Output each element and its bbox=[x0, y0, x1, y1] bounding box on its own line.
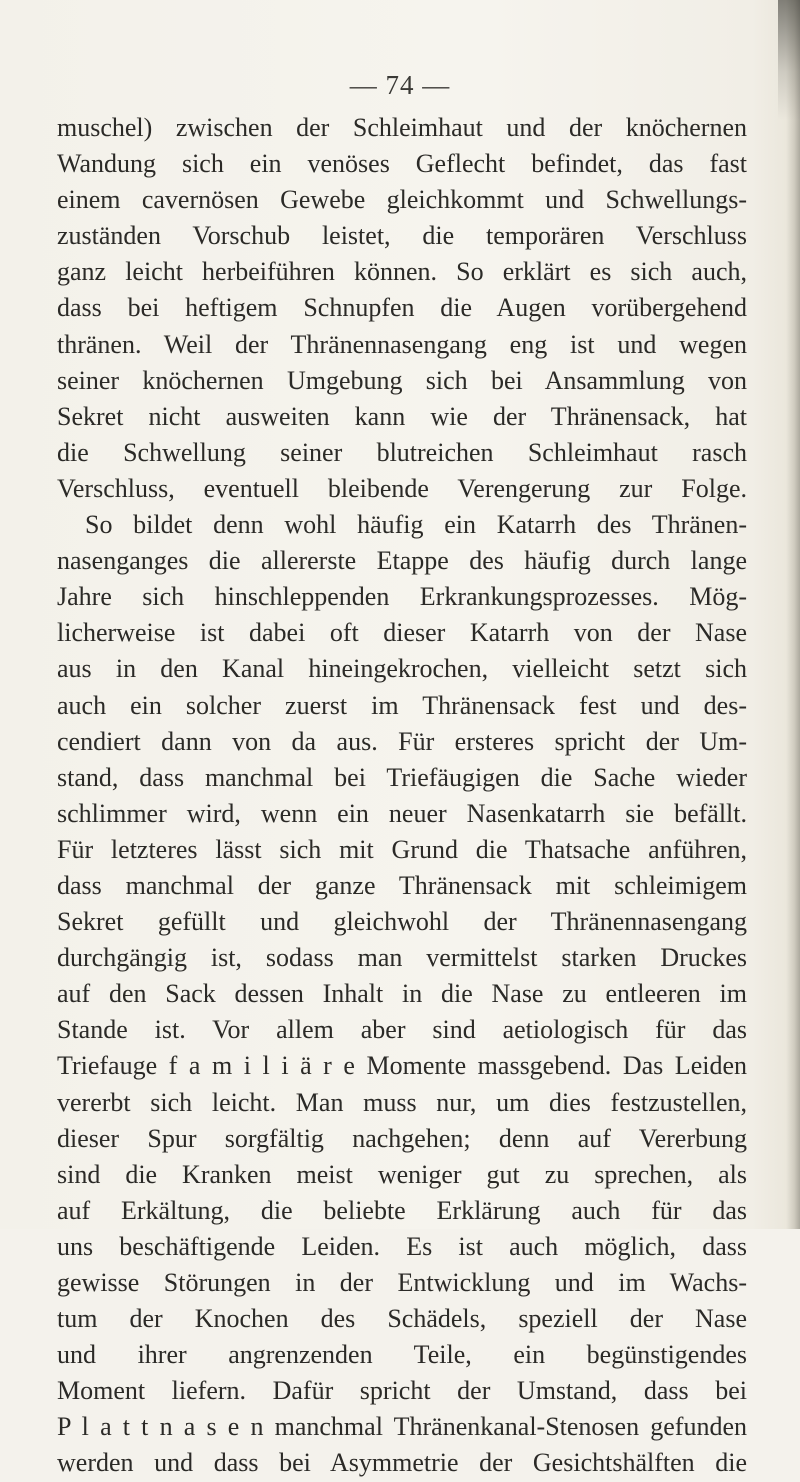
text-line: tum der Knochen des Schädels, speziell der Nase bbox=[57, 1304, 747, 1334]
text-line: auf den Sack dessen Inhalt in die Nase zu entleeren im bbox=[57, 979, 747, 1009]
text-line: gewisse Störungen in der Entwicklung und im Wachs- bbox=[57, 1268, 747, 1297]
text-line: werden und dass bei Asymmetrie der Gesichtshälften die bbox=[57, 1448, 747, 1478]
text-line: Moment liefern. Dafür spricht der Umstand, dass bei bbox=[57, 1376, 747, 1406]
text-line: einem cavernösen Gewebe gleichkommt und Schwellungs- bbox=[57, 185, 747, 215]
text-line: auch ein solcher zuerst im Thränensack fest und des- bbox=[57, 690, 747, 720]
text-line: seiner knöchernen Umgebung sich bei Ansammlung von bbox=[57, 365, 747, 395]
text-line: Sekret nicht ausweiten kann wie der Thränensack, hat bbox=[57, 401, 747, 431]
text-line: uns beschäftigende Leiden. Es ist auch möglich, dass bbox=[57, 1231, 747, 1261]
text-line: und ihrer angrenzenden Teile, ein begünstigendes bbox=[57, 1340, 747, 1370]
text-line: stand, dass manchmal bei Triefäugigen die Sache wieder bbox=[57, 762, 747, 792]
text-line: vererbt sich leicht. Man muss nur, um dies festzustellen, bbox=[57, 1087, 747, 1117]
text-line: cendiert dann von da aus. Für ersteres spricht der Um- bbox=[57, 726, 747, 756]
text-line: dieser Spur sorgfältig nachgehen; denn auf Vererbung bbox=[57, 1123, 747, 1153]
text-line: dass bei heftigem Schnupfen die Augen vorübergehend bbox=[57, 293, 747, 323]
text-line: licherweise ist dabei oft dieser Katarrh von der Nase bbox=[57, 618, 747, 648]
text-line: durchgängig ist, sodass man vermittelst starken Druckes bbox=[57, 943, 747, 973]
text-line: schlimmer wird, wenn ein neuer Nasenkatarrh sie befällt. bbox=[57, 798, 747, 828]
text-line: Sekret gefüllt und gleichwohl der Thränennasengang bbox=[57, 907, 747, 937]
text-line: P l a t t n a s e n manchmal Thränenkanal-Stenosen gefunden bbox=[57, 1412, 747, 1442]
text-line: dass manchmal der ganze Thränensack mit schleimigem bbox=[57, 870, 747, 900]
text-line: Stande ist. Vor allem aber sind aetiologisch für das bbox=[57, 1015, 747, 1045]
text-line: ganz leicht herbeiführen können. So erklärt es sich auch, bbox=[57, 257, 747, 287]
body-text bbox=[57, 110, 747, 1482]
text-line: auf Erkältung, die beliebte Erklärung auch für das bbox=[57, 1195, 747, 1225]
page-number: — 74 — bbox=[349, 70, 451, 100]
text-line: Verschluss, eventuell bleibende Verengerung zur Folge. bbox=[57, 473, 747, 503]
text-line: muschel) zwischen der Schleimhaut und der knöchernen bbox=[57, 113, 747, 142]
text-line: Jahre sich hinschleppenden Erkrankungsprozesses. Mög- bbox=[57, 582, 747, 612]
text-line: thränen. Weil der Thränennasengang eng ist und wegen bbox=[57, 329, 747, 359]
text-line: zuständen Vorschub leistet, die temporären Verschluss bbox=[57, 221, 747, 251]
text-line: die Schwellung seiner blutreichen Schleimhaut rasch bbox=[57, 437, 747, 467]
page-corner-shadow bbox=[778, 0, 800, 120]
text-line: Wandung sich ein venöses Geflecht befindet, das fast bbox=[57, 149, 747, 179]
page-edge-shadow bbox=[786, 0, 800, 1229]
text-line: So bildet denn wohl häufig ein Katarrh des Thränen- bbox=[85, 510, 747, 540]
text-line: Triefauge f a m i l i ä r e Momente massgebend. Das Leiden bbox=[57, 1051, 747, 1081]
text-line: aus in den Kanal hineingekrochen, vielleicht setzt sich bbox=[57, 654, 747, 684]
text-line: sind die Kranken meist weniger gut zu sprechen, als bbox=[57, 1159, 747, 1189]
text-line: nasenganges die allererste Etappe des häufig durch lange bbox=[57, 546, 747, 576]
text-line: Für letzteres lässt sich mit Grund die Thatsache anführen, bbox=[57, 834, 747, 864]
